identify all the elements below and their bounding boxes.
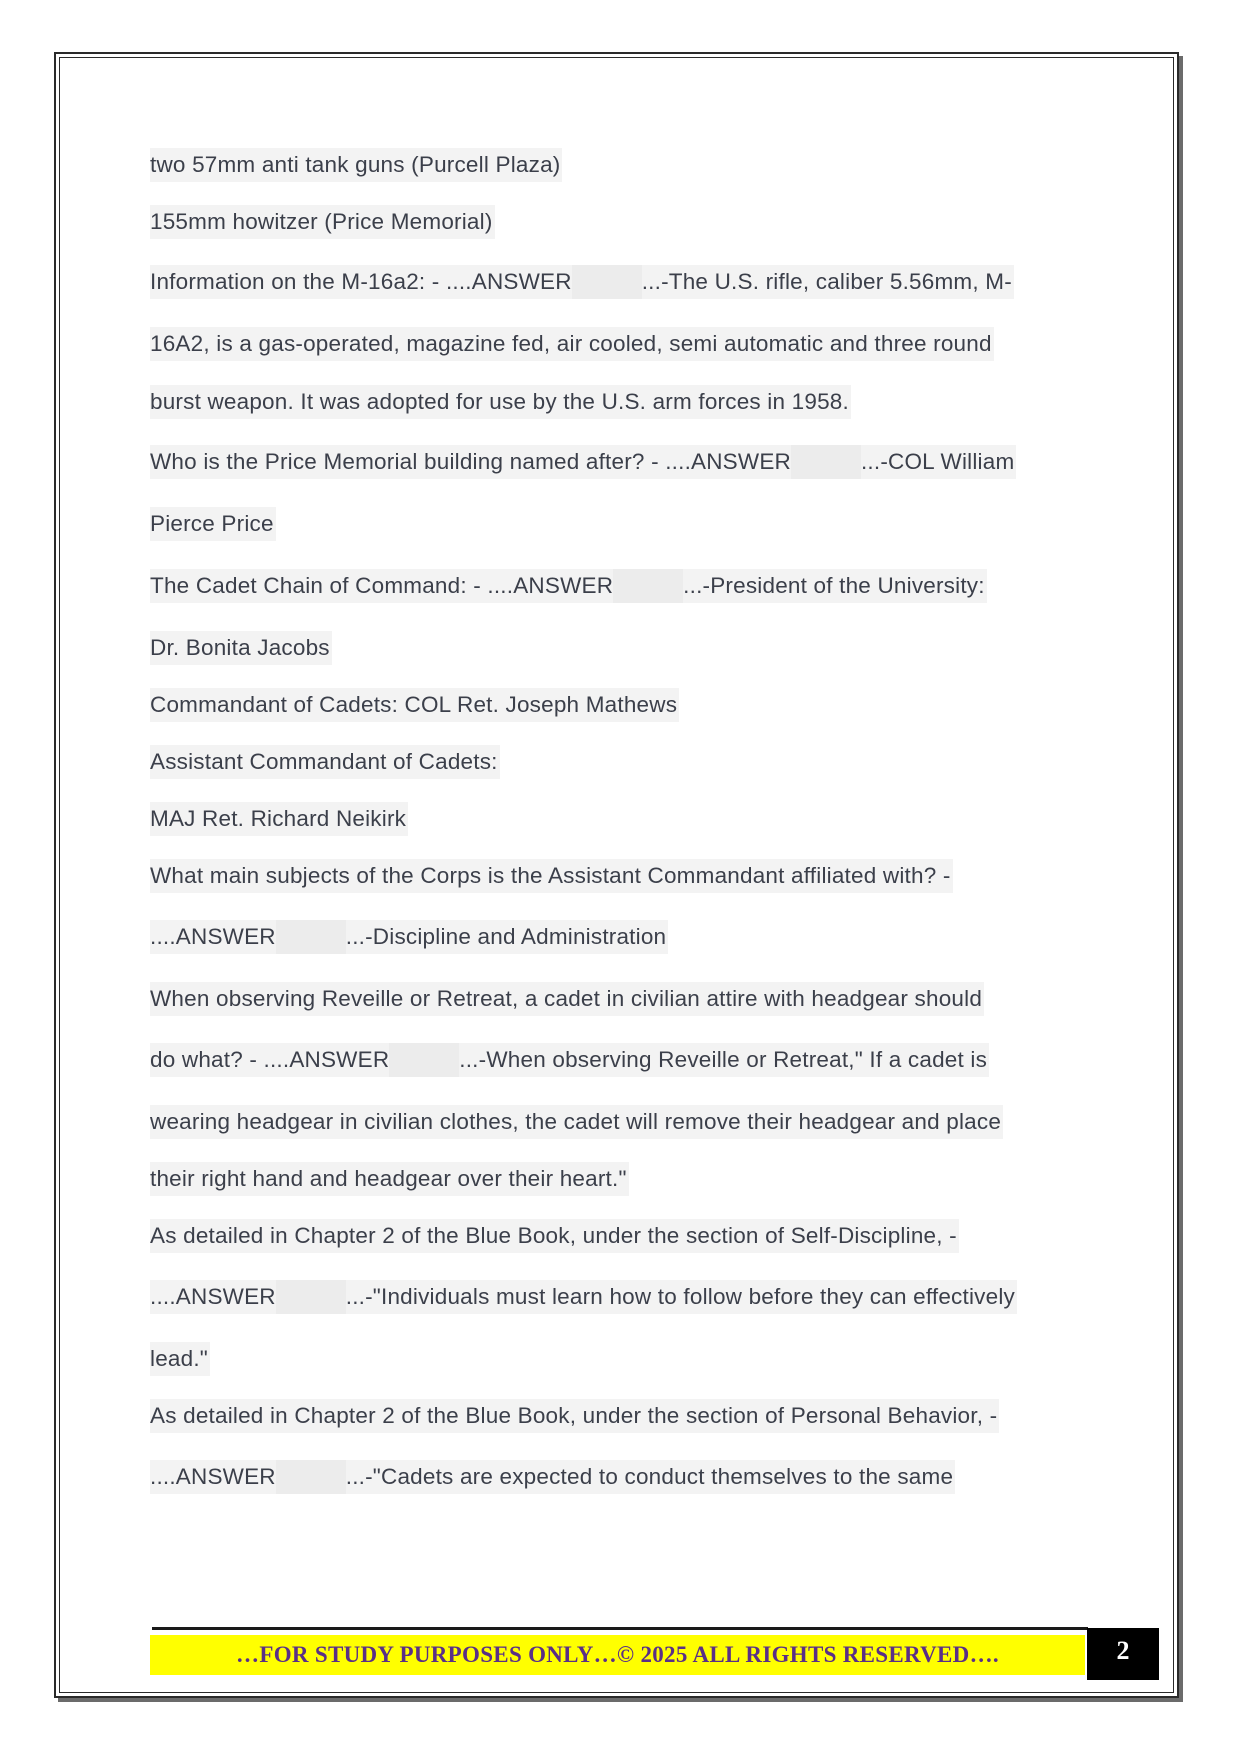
text-line: 16A2, is a gas-operated, magazine fed, air cooled, semi automatic and three round: [150, 327, 994, 361]
text-line: lead.": [150, 1342, 210, 1376]
text-line: As detailed in Chapter 2 of the Blue Book, under the section of Personal Behavior, -: [150, 1399, 999, 1433]
text-line: MAJ Ret. Richard Neikirk: [150, 802, 408, 836]
text-line: When observing Reveille or Retreat, a cadet in civilian attire with headgear should: [150, 982, 984, 1016]
text-line: ....ANSWER ...-"Cadets are expected to conduct themselves to the same: [150, 1460, 955, 1494]
page-number: 2: [1116, 1636, 1130, 1665]
text-line: Commandant of Cadets: COL Ret. Joseph Mathews: [150, 688, 679, 722]
text-line: What main subjects of the Corps is the Assistant Commandant affiliated with? -: [150, 859, 953, 893]
text-line: two 57mm anti tank guns (Purcell Plaza): [150, 148, 562, 182]
text-line: burst weapon. It was adopted for use by the U.S. arm forces in 1958.: [150, 385, 851, 419]
text-line: their right hand and headgear over their heart.": [150, 1162, 629, 1196]
text-line: Dr. Bonita Jacobs: [150, 631, 332, 665]
text-line: Assistant Commandant of Cadets:: [150, 745, 500, 779]
footer-divider: [152, 1627, 1088, 1630]
text-line: Pierce Price: [150, 507, 276, 541]
text-line: Information on the M-16a2: - ....ANSWER ...-The U.S. rifle, caliber 5.56mm, M-: [150, 265, 1014, 299]
footer-copyright-text: …FOR STUDY PURPOSES ONLY…© 2025 ALL RIGHTS RESERVED….: [236, 1642, 999, 1667]
text-line: The Cadet Chain of Command: - ....ANSWER ...-President of the University:: [150, 569, 987, 603]
text-line: ....ANSWER ...-Discipline and Administration: [150, 920, 668, 954]
text-line: ....ANSWER ...-"Individuals must learn how to follow before they can effectively: [150, 1280, 1017, 1314]
text-line: 155mm howitzer (Price Memorial): [150, 205, 495, 239]
footer-banner: [150, 1635, 1085, 1675]
text-line: As detailed in Chapter 2 of the Blue Book, under the section of Self-Discipline, -: [150, 1219, 959, 1253]
page-number-box: [1087, 1628, 1159, 1680]
text-line: do what? - ....ANSWER ...-When observing Reveille or Retreat," If a cadet is: [150, 1043, 989, 1077]
text-line: Who is the Price Memorial building named after? - ....ANSWER ...-COL William: [150, 445, 1016, 479]
text-line: wearing headgear in civilian clothes, the cadet will remove their headgear and place: [150, 1105, 1003, 1139]
